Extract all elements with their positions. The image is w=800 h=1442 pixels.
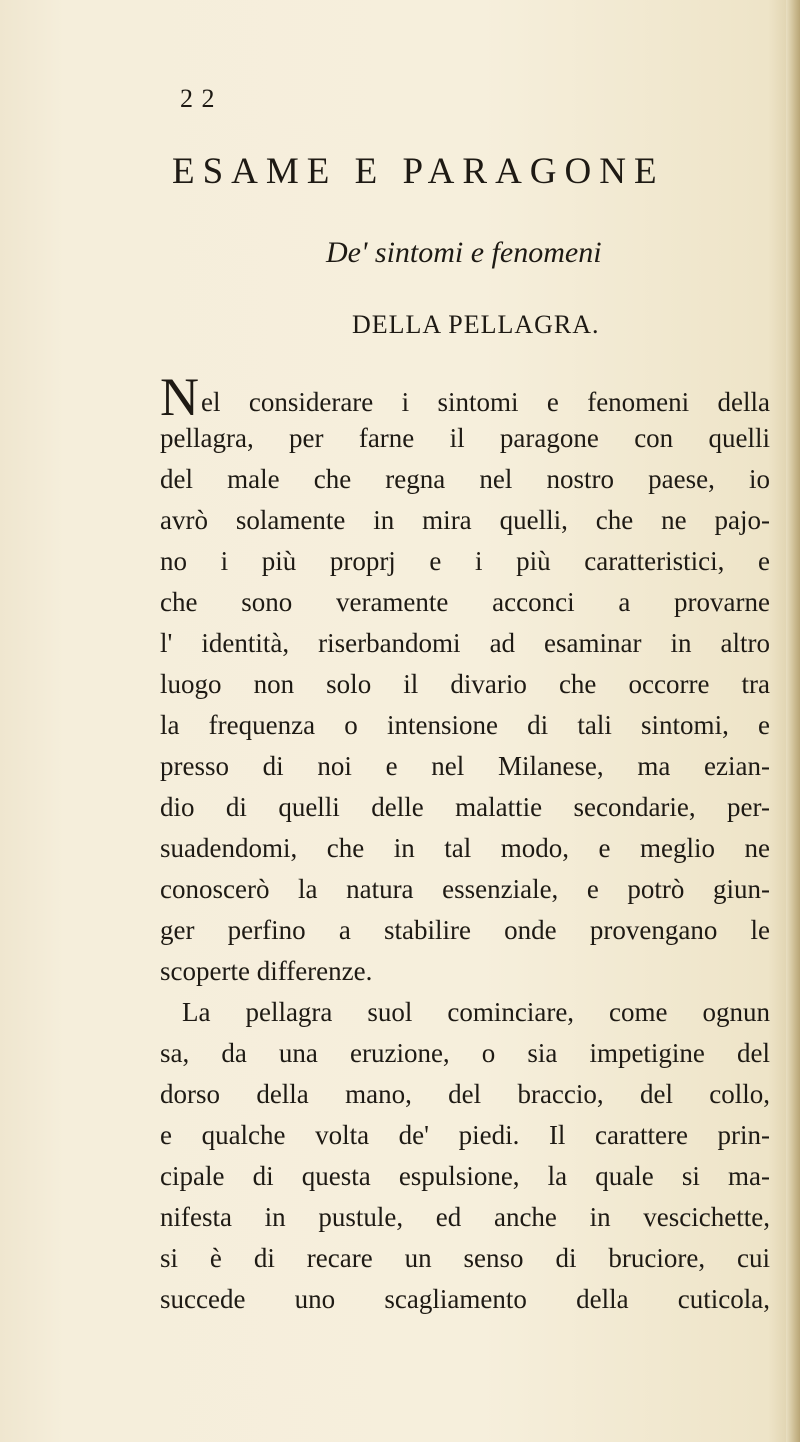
text-line: si è di recare un senso di bruciore, cui	[160, 1243, 770, 1273]
text-line: cipale di questa espulsione, la quale si ma-	[160, 1161, 770, 1191]
text-line	[160, 367, 770, 427]
text-line-content: el considerare i sintomi e fenomeni della	[201, 387, 770, 417]
text-line: luogo non solo il divario che occorre tra	[160, 669, 770, 699]
chapter-title: ESAME E PARAGONE	[172, 151, 665, 192]
text-line: e qualche volta de' piedi. Il carattere prin-	[160, 1120, 770, 1150]
text-line: dorso della mano, del braccio, del collo,	[160, 1079, 770, 1109]
text-line: La pellagra suol cominciare, come ognun	[182, 997, 770, 1027]
text-line: no i più proprj e i più caratteristici, e	[160, 546, 770, 576]
text-line: sa, da una eruzione, o sia impetigine del	[160, 1038, 770, 1068]
body-text	[160, 367, 770, 1320]
drop-cap: N	[160, 367, 199, 427]
text-line: l' identità, riserbandomi ad esaminar in altro	[160, 628, 770, 658]
text-line: ger perfino a stabilire onde provengano le	[160, 915, 770, 945]
paragraph-1	[160, 367, 770, 992]
chapter-subtitle: De' sintomi e fenomeni	[326, 236, 602, 269]
text-line: conoscerò la natura essenziale, e potrò giun-	[160, 874, 770, 904]
page-number: 2 2	[180, 84, 216, 113]
text-line: la frequenza o intensione di tali sintomi, e	[160, 710, 770, 740]
text-line: che sono veramente acconci a provarne	[160, 587, 770, 617]
text-line: avrò solamente in mira quelli, che ne pajo-	[160, 505, 770, 535]
text-line: pellagra, per farne il paragone con quelli	[160, 423, 770, 453]
text-line: presso di noi e nel Milanese, ma ezian-	[160, 751, 770, 781]
text-line: scoperte differenze.	[160, 956, 373, 986]
text-line: suadendomi, che in tal modo, e meglio ne	[160, 833, 770, 863]
text-line: succede uno scagliamento della cuticola,	[160, 1284, 770, 1314]
page-edge-shadow	[786, 0, 800, 1442]
text-line: del male che regna nel nostro paese, io	[160, 464, 770, 494]
paragraph-2	[160, 992, 770, 1320]
text-line: dio di quelli delle malattie secondarie, per-	[160, 792, 770, 822]
chapter-subheading: DELLA PELLAGRA.	[352, 310, 600, 339]
text-line: nifesta in pustule, ed anche in vescichette,	[160, 1202, 770, 1232]
